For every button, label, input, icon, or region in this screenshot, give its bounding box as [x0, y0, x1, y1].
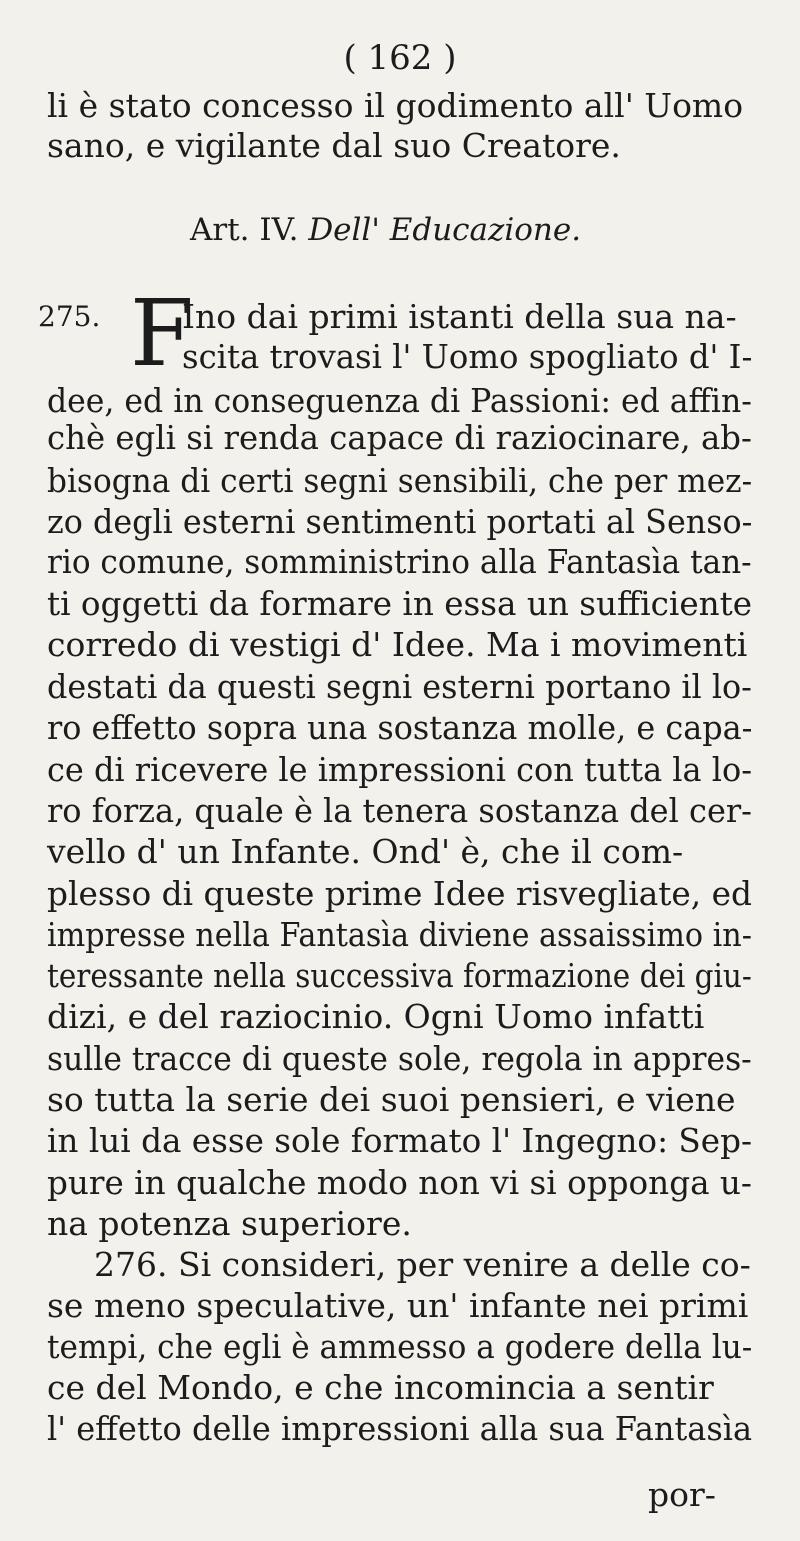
text-line: so tutta la serie dei suoi pensieri, e viene — [47, 1080, 736, 1119]
text-line: 276. Si consideri, per venire a delle co- — [94, 1245, 751, 1284]
text-line: in lui da esse sole formato l' Ingegno: Sep- — [47, 1121, 753, 1160]
text-line: se meno speculative, un' infante nei primi — [47, 1286, 749, 1325]
text-line: ti oggetti da formare in essa un sufficiente — [47, 584, 753, 623]
drop-cap: F — [130, 280, 194, 387]
text-line: impresse nella Fantasìa diviene assaissimo in- — [47, 915, 752, 954]
text-line: sulle tracce di queste sole, regola in appres- — [47, 1039, 752, 1078]
text-line: ce del Mondo, e che incomincia a sentir — [47, 1368, 714, 1407]
text-line: scita trovasi l' Uomo spogliato d' I- — [182, 337, 753, 376]
text-line: chè egli si renda capace di raziocinare, ab- — [47, 418, 752, 457]
text-line: dizi, e del raziocinio. Ogni Uomo infatti — [47, 997, 705, 1036]
text-line: tempi, che egli è ammesso a godere della lu- — [47, 1327, 753, 1366]
text-line: rio comune, somministrino alla Fantasìa tan- — [47, 542, 752, 581]
text-line: sano, e vigilante dal suo Creatore. — [47, 126, 621, 165]
text-line: vello d' un Infante. Ond' è, che il com- — [47, 832, 684, 871]
text-line: plesso di queste prime Idee risvegliate, ed — [47, 874, 752, 913]
text-line: ro effetto sopra una sostanza molle, e capa- — [47, 708, 753, 747]
text-line: na potenza superiore. — [47, 1204, 412, 1243]
text-line: li è stato concesso il godimento all' Uomo — [47, 86, 744, 125]
page-number: ( 162 ) — [343, 38, 457, 78]
text-line: Ino dai primi istanti della sua na- — [182, 297, 737, 336]
section-heading — [190, 212, 581, 248]
text-line: pure in qualche modo non vi si opponga u- — [47, 1163, 752, 1202]
text-line: ce di ricevere le impressioni con tutta la lo- — [47, 750, 752, 789]
text-line: corredo di vestigi d' Idee. Ma i movimenti — [47, 625, 748, 664]
text-line: ro forza, quale è la tenera sostanza del cer- — [47, 791, 752, 830]
catchword: por- — [648, 1475, 716, 1514]
text-line: l' effetto delle impressioni alla sua Fantasìa — [47, 1409, 753, 1448]
paragraph-number: 275. — [38, 300, 101, 333]
text-line: zo degli esterni sentimenti portati al Senso- — [47, 502, 753, 541]
article-label: Art. IV. — [190, 212, 299, 248]
text-line: bisogna di certi segni sensibili, che per mez- — [47, 461, 753, 500]
text-line: teressante nella successiva formazione dei giu- — [47, 956, 752, 995]
section-title: Dell' Educazione. — [308, 212, 582, 248]
text-line: destati da questi segni esterni portano il lo- — [47, 667, 752, 706]
text-line: dee, ed in conseguenza di Passioni: ed affin- — [47, 381, 752, 420]
